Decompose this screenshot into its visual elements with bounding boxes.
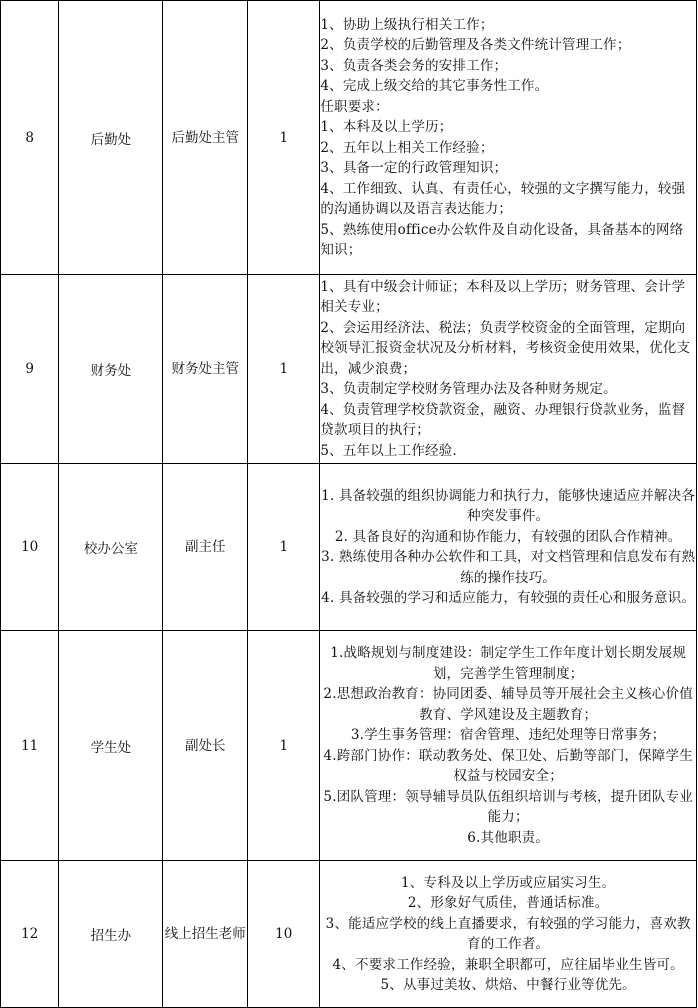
requirement-item: 3、具备一定的行政管理知识； — [320, 160, 508, 176]
requirement-item: 3、负责制定学校财务管理办法及各种财务规定。 — [320, 381, 617, 398]
row-number: 9 — [1, 275, 59, 464]
row-number: 8 — [1, 1, 59, 275]
requirement-item: 1、本科及以上学历； — [320, 119, 453, 135]
requirement-item: 4、不要求工作经验，兼职全职都可，应往届毕业生皆可。 — [332, 956, 684, 973]
requirements-cell — [320, 631, 697, 861]
requirement-item: 1.战略规划与制度建设：制定学生工作年度计划长期发展规划，完善学生管理制度； — [330, 645, 687, 682]
requirement-item: 3、负责各类会务的安排工作； — [320, 57, 508, 74]
requirement-item: 1、协助上级执行相关工作； — [320, 16, 494, 33]
requirement-item: 5.团队管理：领导辅导员队伍组织培训与考核，提升团队专业能力； — [323, 788, 693, 825]
position: 线上招生老师 — [163, 861, 248, 1008]
requirement-item: 5、五年以上工作经验. — [320, 442, 457, 459]
requirement-heading: 任职要求： — [320, 98, 389, 115]
requirement-item: 4、工作细致、认真、有责任心，较强的文字撰写能力，较强的沟通协调以及语言表达能力； — [320, 180, 686, 217]
requirement-item: 5、从事过美妆、烘焙、中餐行业等优先。 — [380, 977, 636, 993]
requirement-item: 2、形象好气质佳，普通话标准。 — [407, 895, 609, 911]
headcount: 1 — [248, 631, 320, 861]
department: 学生处 — [59, 631, 163, 861]
requirements-cell — [320, 861, 697, 1008]
position: 副主任 — [163, 464, 248, 631]
row-number: 11 — [1, 631, 59, 861]
department: 后勤处 — [59, 1, 163, 275]
requirement-item: 2.思想政治教育：协同团委、辅导员等开展社会主义核心价值教育、学风建设及主题教育； — [323, 686, 693, 723]
row-number: 10 — [1, 464, 59, 631]
department: 财务处 — [59, 275, 163, 464]
department: 校办公室 — [59, 464, 163, 631]
requirements-cell — [320, 1, 697, 275]
table-row — [1, 275, 697, 464]
position: 后勤处主管 — [163, 1, 248, 275]
requirement-item: 4. 具备较强的学习和适应能力，有较强的责任心和服务意识。 — [321, 590, 696, 606]
headcount: 1 — [248, 464, 320, 631]
requirement-item: 2、会运用经济法、税法；负责学校资金的全面管理，定期向校领导汇报资金状况及分析材料，考核资金使用效果，优化支出，减少浪费； — [320, 319, 691, 377]
position: 财务处主管 — [163, 275, 248, 464]
requirements-cell — [320, 464, 697, 631]
headcount: 1 — [248, 275, 320, 464]
requirement-item: 1、具有中级会计师证；本科及以上学历；财务管理、会计学相关专业； — [320, 278, 686, 316]
requirements-cell — [320, 275, 697, 464]
requirement-item: 2、五年以上相关工作经验； — [320, 139, 494, 156]
row-number: 12 — [1, 861, 59, 1008]
requirement-item: 2. 具备良好的沟通和协作能力，有较强的团队合作精神。 — [334, 528, 682, 545]
table-row — [1, 631, 697, 861]
table-row — [1, 1, 697, 275]
requirement-item: 1、专科及以上学历或应届实习生。 — [401, 874, 616, 891]
department: 招生办 — [59, 861, 163, 1008]
table-row — [1, 464, 697, 631]
requirement-item: 4、负责管理学校贷款资金，融资、办理银行贷款业务，监督贷款项目的执行； — [320, 401, 686, 439]
requirement-item: 6.其他职责。 — [467, 829, 550, 846]
headcount: 1 — [248, 1, 320, 275]
table-row — [1, 861, 697, 1008]
requirement-item: 2、负责学校的后勤管理及各类文件统计管理工作； — [320, 37, 631, 53]
requirement-item: 3、能适应学校的线上直播要求，有较强的学习能力，喜欢教育的工作者。 — [325, 915, 691, 952]
requirement-item: 1. 具备较强的组织协调能力和执行力，能够快速适应并解决各种突发事件。 — [321, 487, 696, 524]
requirement-item: 4、完成上级交给的其它事务性工作。 — [320, 78, 549, 94]
requirement-item: 4.跨部门协作：联动教务处、保卫处、后勤等部门，保障学生权益与校园安全； — [323, 747, 693, 784]
requirement-item: 5、熟练使用office办公软件及自动化设备，具备基本的网络知识； — [320, 221, 684, 258]
requirement-item: 3. 熟练使用各种办公软件和工具，对文档管理和信息发布有熟练的操作技巧。 — [321, 549, 696, 586]
requirement-item: 3.学生事务管理：宿舍管理、违纪处理等日常事务； — [350, 727, 666, 743]
position: 副处长 — [163, 631, 248, 861]
headcount: 10 — [248, 861, 320, 1008]
